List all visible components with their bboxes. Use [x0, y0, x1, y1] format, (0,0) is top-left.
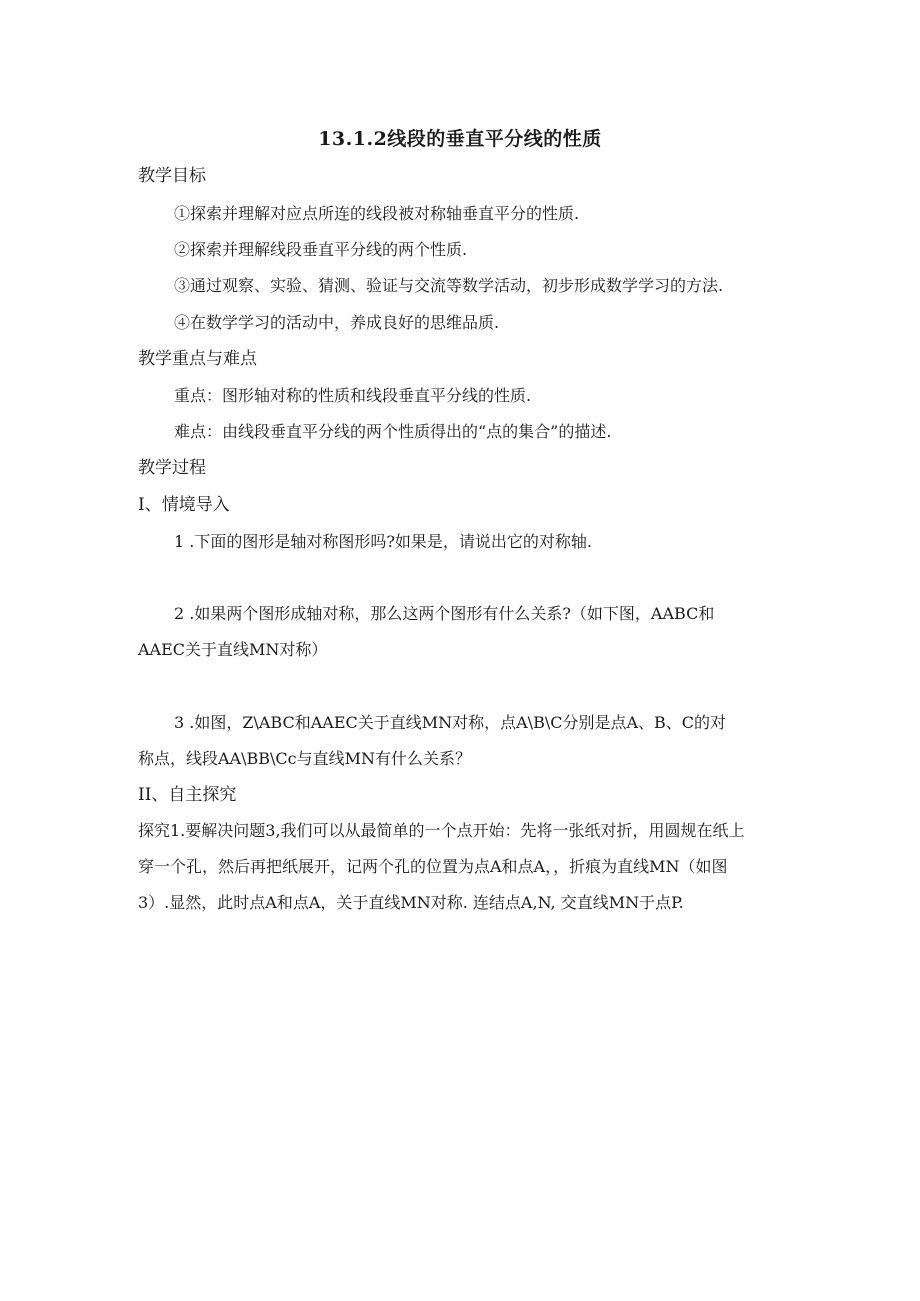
objective-4: ④在数学学习的活动中，养成良好的思维品质. — [174, 313, 500, 332]
page-title: 13.1.2线段的垂直平分线的性质 — [318, 128, 602, 150]
section2-heading: II、自主探究 — [138, 785, 237, 805]
objective-3: ③通过观察、实验、猜测、验证与交流等数学活动，初步形成数学学习的方法. — [174, 276, 724, 295]
keypoints-heading: 教学重点与难点 — [138, 349, 257, 369]
difficult-point: 难点：由线段垂直平分线的两个性质得出的“点的集合”的描述. — [174, 422, 612, 441]
question-2-line-1: 2 .如果两个图形成轴对称，那么这两个图形有什么关系?（如下图，AABC和 — [174, 604, 715, 623]
key-point: 重点：图形轴对称的性质和线段垂直平分线的性质. — [174, 386, 532, 405]
explore-line-2: 穿一个孔，然后再把纸展开，记两个孔的位置为点A和点A，，折痕为直线MN（如图 — [138, 857, 728, 876]
explore-line-3: 3）.显然，此时点A和点A，关于直线MN对称. 连结点A,N, 交直线MN于点P. — [138, 893, 684, 912]
objective-1: ①探索并理解对应点所连的线段被对称轴垂直平分的性质. — [174, 204, 580, 223]
question-3-line-1: 3 .如图，Z\ABC和AAEC关于直线MN对称，点A\B\C分别是点A、B、C的对 — [174, 713, 727, 732]
explore-line-1: 探究1.要解决问题3,我们可以从最简单的一个点开始：先将一张纸对折，用圆规在纸上 — [138, 821, 745, 840]
section1-heading: I、情境导入 — [138, 495, 230, 515]
question-1: 1 .下面的图形是轴对称图形吗?如果是，请说出它的对称轴. — [174, 532, 593, 551]
question-2-line-2: AAEC关于直线MN对称） — [138, 640, 328, 659]
question-3-line-2: 称点，线段AA\BB\Cc与直线MN有什么关系？ — [138, 749, 471, 768]
process-heading: 教学过程 — [138, 458, 206, 478]
objective-2: ②探索并理解线段垂直平分线的两个性质. — [174, 240, 468, 259]
objectives-heading: 教学目标 — [138, 166, 206, 186]
